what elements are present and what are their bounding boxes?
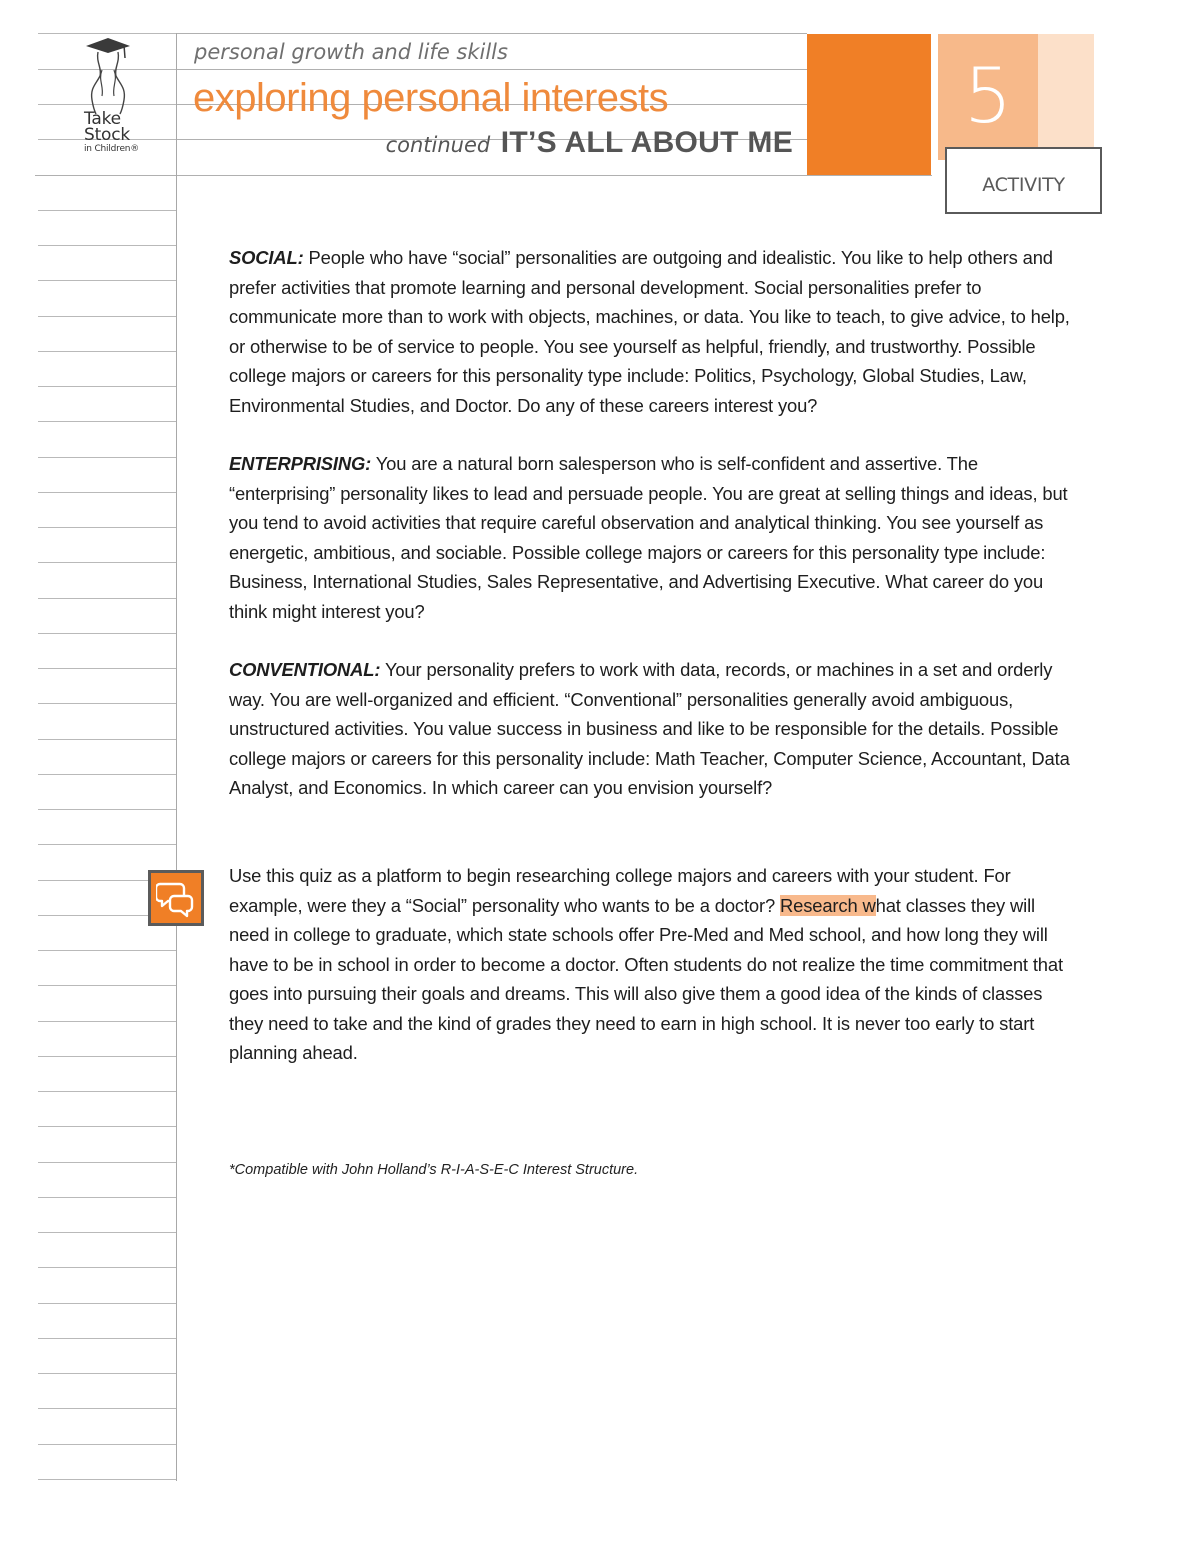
social-text: People who have “social” personalities are outgoing and idealistic. You like to help others and prefer activities that promote learning and personal development. Social personalities prefer to communicate more than to work with objects, machines, or data. You like to teach, to give advice, to help, or otherwise to be of service to people. You see yourself as helpful, friendly, and trustworthy. Possible college majors or careers for this personality type include: Politics, Psychology, Global Studies, Law, Environmental Studies, and Doctor. Do any of these careers interest you? [229, 247, 1070, 416]
enterprising-text: You are a natural born salesperson who is self-confident and assertive. The “enterprising” personality likes to lead and persuade people. You are great at selling things and ideas, but you tend to avoid activities that require careful observation and analytical thinking. You see yourself as energetic, ambitious, and sociable. Possible college majors or careers for this personality type include: Business, International Studies, Sales Representative, and Advertising Executive. What career do you think might interest you? [229, 453, 1068, 622]
conventional-paragraph [229, 655, 1079, 803]
tip-text-end: hat classes they will need in college to graduate, which state schools offer Pre-Med and Med school, and how long they will have to be in school in order to become a doctor. Often students do not realize the time commitment that goes into pursuing their goals and dreams. This will also give them a good idea of the kinds of classes they need to take and the kind of grades they need to earn in high school. It is never too early to start planning ahead. [229, 894, 1063, 1063]
margin-divider [176, 176, 177, 1481]
logo-word-stock: Stock [84, 125, 131, 146]
highlighted-text[interactable]: Research w [780, 894, 876, 916]
activity-label: ACTIVITY [982, 174, 1065, 196]
subtitle-row [386, 126, 793, 160]
speech-bubbles-icon [148, 870, 204, 926]
activity-badge [945, 147, 1102, 214]
tip-text-start: Use this quiz as a platform to begin researching college majors and careers with your student. For example, were they a “Social” personality who wants to be a doctor? [229, 865, 1011, 916]
social-heading: SOCIAL: [229, 247, 304, 268]
orange-block-light [1038, 34, 1094, 150]
activity-number: 5 [963, 51, 1013, 140]
section-title: IT’S ALL ABOUT ME [500, 126, 793, 159]
continued-label: continued [385, 133, 491, 157]
enterprising-paragraph [229, 449, 1079, 626]
tip-paragraph [229, 861, 1079, 1068]
page-title: exploring personal interests [193, 76, 669, 120]
series-title: personal growth and life skills [194, 40, 508, 64]
logo-word-children: in Children® [84, 144, 140, 155]
conventional-text: Your personality prefers to work with data, records, or machines in a set and orderly way. You are well-organized and efficient. “Conventional” personalities generally avoid ambiguous, unstructured activities. You value success in business and like to be responsible for the details. Possible college majors or careers for this personality include: Math Teacher, Computer Science, Accountant, Data Analyst, and Economics. In which career can you envision yourself? [229, 659, 1070, 798]
logo-wordmark [84, 111, 139, 154]
ruled-margin-lines [38, 0, 176, 1553]
graduate-figure-icon [72, 36, 144, 116]
orange-block-dark [807, 34, 931, 175]
logo-word-take: Take [84, 109, 121, 129]
header-divider [176, 33, 177, 176]
social-paragraph [229, 243, 1079, 420]
enterprising-heading: ENTERPRISING: [229, 453, 372, 474]
conventional-heading: CONVENTIONAL: [229, 659, 381, 680]
footnote: *Compatible with John Holland’s R-I-A-S-E-C Interest Structure. [229, 1162, 639, 1178]
